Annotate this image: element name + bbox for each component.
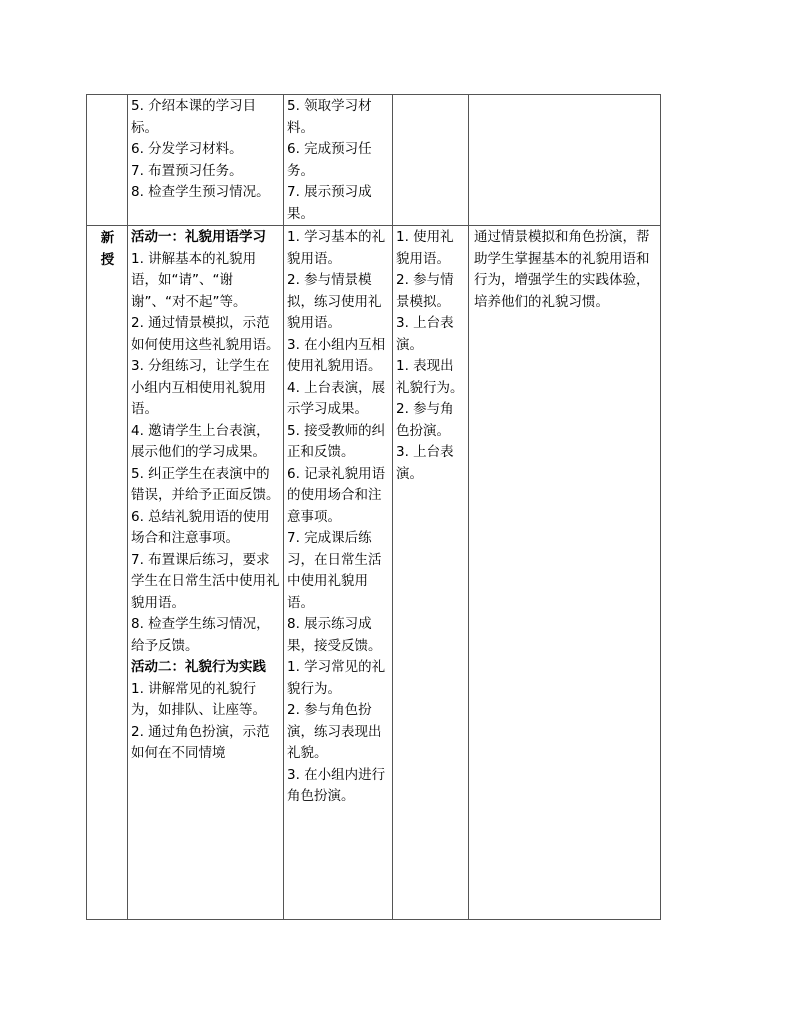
list-item: 4. 上台表演，展示学习成果。	[287, 379, 386, 417]
list-item: 3. 在小组内进行角色扮演。	[287, 766, 386, 804]
list-item: 3. 上台表演。	[396, 444, 454, 482]
list-item: 1. 讲解常见的礼貌行为，如排队、让座等。	[131, 680, 266, 718]
list-item: 3. 分组练习，让学生在小组内互相使用礼貌用语。	[131, 358, 270, 417]
stage-label-char: 新	[100, 230, 115, 246]
design-intent-text: 通过情景模拟和角色扮演，帮助学生掌握基本的礼貌用语和行为，增强学生的实践体验，培养他们的礼貌习惯。	[474, 229, 650, 310]
student-activity-cell	[284, 226, 393, 920]
list-item: 2. 通过角色扮演，示范如何在不同情境	[131, 723, 270, 761]
list-item: 8. 检查学生练习情况，给予反馈。	[131, 616, 270, 654]
list-item: 8. 展示练习成果，接受反馈。	[287, 616, 382, 654]
list-item: 5. 介绍本课的学习目标。	[131, 98, 257, 136]
list-item: 7. 布置预习任务。	[131, 162, 243, 179]
list-item: 2. 参与角色扮演，练习表现出礼貌。	[287, 702, 382, 761]
skill-cell	[393, 226, 469, 920]
teacher-activity-cell	[128, 226, 284, 920]
skill-cell	[393, 95, 469, 226]
list-item: 5. 领取学习材料。	[287, 98, 372, 136]
stage-label-cell	[87, 95, 128, 226]
list-item: 5. 纠正学生在表演中的错误，并给予正面反馈。	[131, 465, 280, 503]
activity-title: 活动二：礼貌行为实践	[131, 659, 266, 675]
table-row-preview	[87, 95, 661, 226]
lesson-plan-table	[86, 94, 661, 920]
list-item: 1. 学习基本的礼貌用语。	[287, 229, 386, 267]
design-intent-cell	[469, 95, 661, 226]
table-row-new-lesson	[87, 226, 661, 920]
teacher-activity-cell	[128, 95, 284, 226]
list-item: 6. 完成预习任务。	[287, 141, 372, 179]
design-intent-cell	[469, 226, 661, 920]
list-item: 3. 在小组内互相使用礼貌用语。	[287, 336, 386, 374]
list-item: 5. 接受教师的纠正和反馈。	[287, 422, 386, 460]
list-item: 7. 布置课后练习，要求学生在日常生活中使用礼貌用语。	[131, 551, 280, 611]
list-item: 3. 上台表演。	[396, 315, 454, 353]
list-item: 6. 分发学习材料。	[131, 141, 243, 157]
list-item: 2. 参与情景模拟，练习使用礼貌用语。	[287, 272, 382, 331]
student-activity-cell	[284, 95, 393, 226]
list-item: 1. 使用礼貌用语。	[396, 229, 454, 267]
list-item: 7. 完成课后练习，在日常生活中使用礼貌用语。	[287, 530, 382, 611]
list-item: 2. 参与角色扮演。	[396, 401, 454, 439]
list-item: 6. 总结礼貌用语的使用场合和注意事项。	[131, 508, 270, 546]
list-item: 1. 表现出礼貌行为。	[396, 358, 464, 396]
stage-label-cell	[87, 226, 128, 920]
activity-title: 活动一：礼貌用语学习	[131, 229, 266, 245]
list-item: 8. 检查学生预习情况。	[131, 184, 270, 200]
list-item: 1. 学习常见的礼貌行为。	[287, 659, 386, 697]
stage-label-char: 授	[100, 252, 115, 268]
list-item: 2. 通过情景模拟，示范如何使用这些礼貌用语。	[131, 315, 280, 353]
list-item: 6. 记录礼貌用语的使用场合和注意事项。	[287, 465, 386, 525]
list-item: 2. 参与情景模拟。	[396, 272, 454, 310]
list-item: 4. 邀请学生上台表演，展示他们的学习成果。	[131, 422, 270, 460]
list-item: 7. 展示预习成果。	[287, 184, 372, 222]
list-item: 1. 讲解基本的礼貌用语，如“请”、“谢谢”、“对不起”等。	[131, 250, 257, 310]
